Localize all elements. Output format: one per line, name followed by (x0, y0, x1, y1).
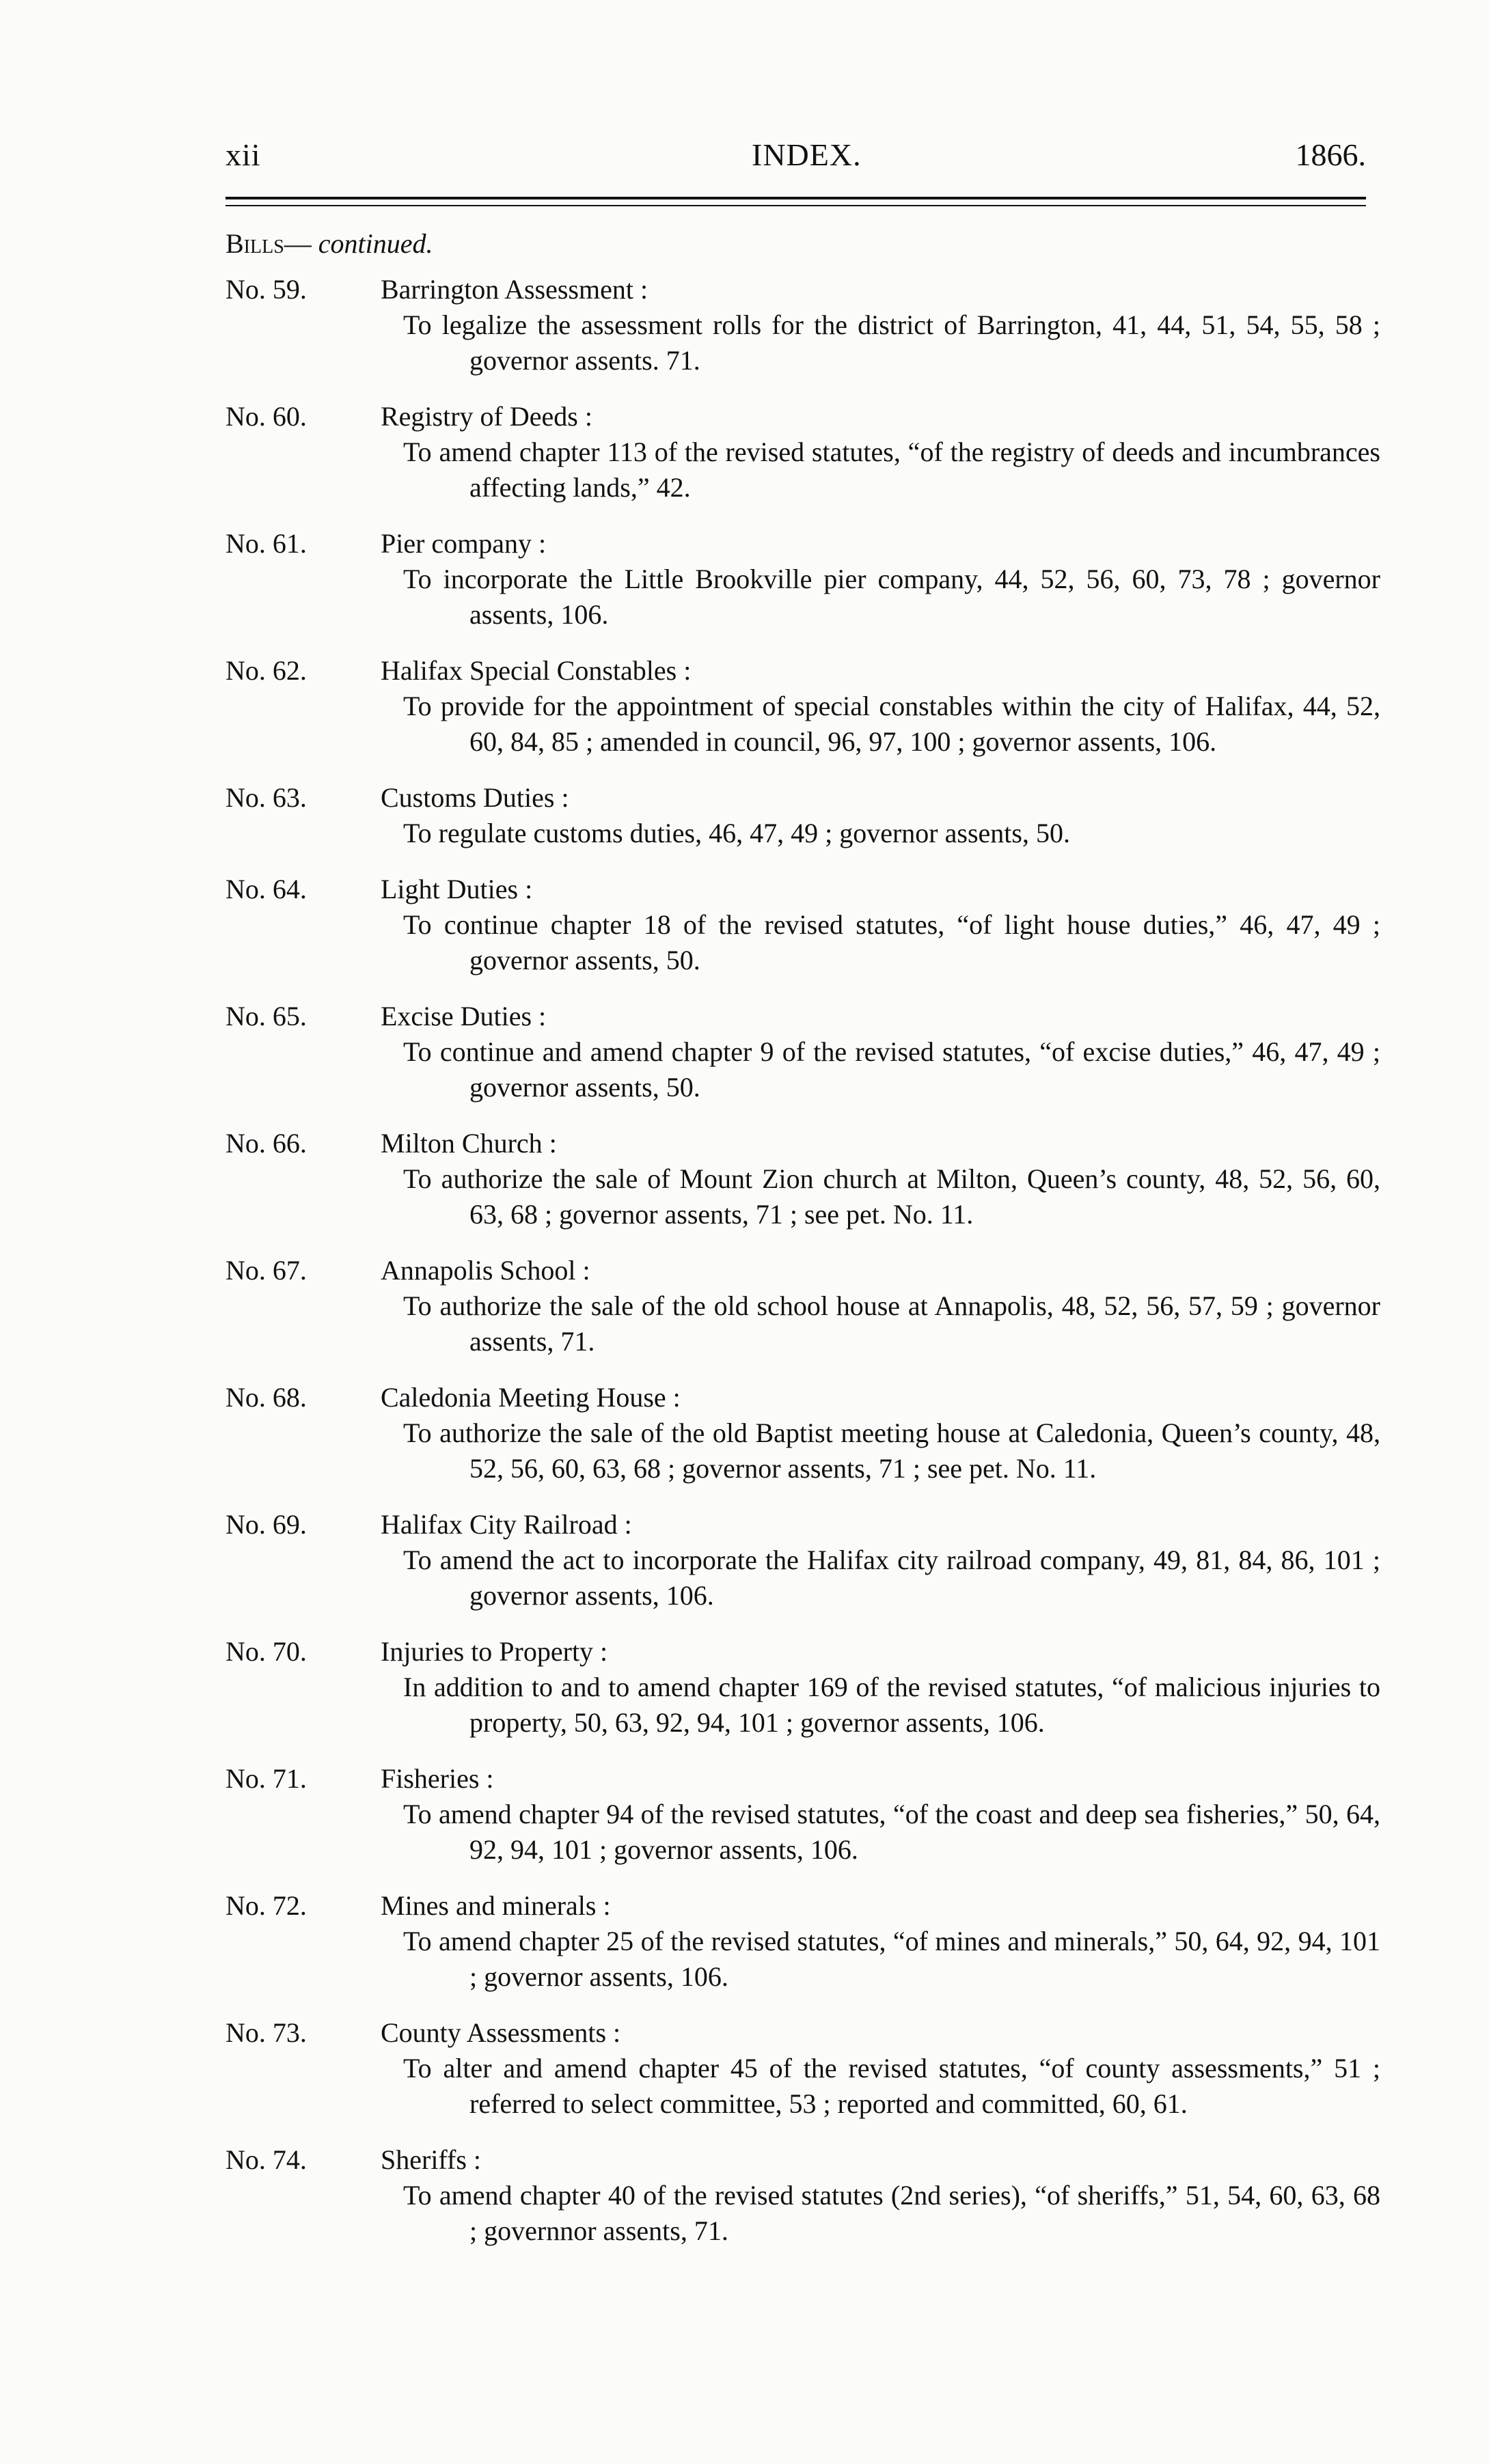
bill-description: To amend chapter 94 of the revised statutes, “of the coast and deep sea fisheries,” 50, 64, 92, 94, 101 ; governor assents, 106. (403, 1799, 1380, 1865)
bill-title: Halifax City Railroad : (381, 1509, 632, 1540)
bill-number: No. 72. (226, 1890, 307, 1921)
bill-number: No. 73. (226, 2017, 307, 2048)
bill-entry (226, 872, 1380, 978)
bill-description: To amend chapter 113 of the revised statutes, “of the registry of deeds and incumbrances affecting lands,” 42. (403, 437, 1380, 503)
bill-description: To authorize the sale of the old Baptist meeting house at Caledonia, Queen’s county, 48, 52, 56, 60, 63, 68 ; governor assents, 71 ; see pet. No. 11. (403, 1417, 1380, 1484)
bill-entry (226, 653, 1380, 760)
bill-title: Sheriffs : (381, 2144, 482, 2175)
bill-description: To incorporate the Little Brookville pier company, 44, 52, 56, 60, 73, 78 ; governor assents, 106. (403, 564, 1380, 630)
bill-description: To legalize the assessment rolls for the district of Barrington, 41, 44, 51, 54, 55, 58 ; governor assents. 71. (403, 309, 1380, 376)
bill-title: County Assessments : (381, 2017, 621, 2048)
bill-entry (226, 2142, 1380, 2249)
bill-entry (226, 780, 1380, 851)
bill-entry (226, 526, 1380, 633)
bill-number: No. 70. (226, 1636, 307, 1667)
bill-title: Annapolis School : (381, 1255, 590, 1286)
bill-title: Caledonia Meeting House : (381, 1382, 681, 1413)
page-number: xii (226, 137, 261, 172)
bill-number: No. 68. (226, 1382, 307, 1413)
page-title: INDEX. (752, 137, 862, 172)
section-heading (226, 225, 433, 262)
bill-entry (226, 1253, 1380, 1359)
bill-description: To authorize the sale of the old school house at Annapolis, 48, 52, 56, 57, 59 ; governor assents, 71. (403, 1290, 1380, 1357)
bill-description: To continue chapter 18 of the revised statutes, “of light house duties,” 46, 47, 49 ; governor assents, 50. (403, 909, 1380, 975)
bill-title: Excise Duties : (381, 1001, 547, 1032)
bill-number: No. 65. (226, 1001, 307, 1032)
header-rule (226, 197, 1366, 206)
bill-entry (226, 1380, 1380, 1486)
bill-description: To provide for the appointment of special constables within the city of Halifax, 44, 52, 60, 84, 85 ; amended in council, 96, 97, 100 ; governor assents, 106. (403, 691, 1380, 757)
bill-number: No. 63. (226, 782, 307, 813)
bill-entry (226, 1888, 1380, 1995)
section-dash: — (284, 228, 312, 259)
bill-title: Mines and minerals : (381, 1890, 611, 1921)
bill-number: No. 66. (226, 1128, 307, 1159)
bill-description: To amend the act to incorporate the Halifax city railroad company, 49, 81, 84, 86, 101 ; governor assents, 106. (403, 1545, 1380, 1611)
bill-title: Customs Duties : (381, 782, 569, 813)
bill-number: No. 62. (226, 655, 307, 686)
bill-entry (226, 1507, 1380, 1614)
bill-title: Fisheries : (381, 1763, 494, 1794)
bill-number: No. 64. (226, 874, 307, 904)
bill-title: Barrington Assessment : (381, 274, 648, 305)
bill-description: To alter and amend chapter 45 of the revised statutes, “of county assessments,” 51 ; referred to select committee, 53 ; reported and committed, 60, 61. (403, 2053, 1380, 2119)
section-continued: continued. (318, 228, 433, 259)
bill-title: Registry of Deeds : (381, 401, 592, 432)
bill-number: No. 61. (226, 528, 307, 559)
bill-description: To continue and amend chapter 9 of the revised statutes, “of excise duties,” 46, 47, 49 ; governor assents, 50. (403, 1036, 1380, 1103)
bill-entry (226, 1634, 1380, 1741)
bill-number: No. 67. (226, 1255, 307, 1286)
bill-entries-list (226, 272, 1380, 2269)
bill-description: To amend chapter 25 of the revised statutes, “of mines and minerals,” 50, 64, 92, 94, 101 ; governor assents, 106. (403, 1926, 1380, 1992)
bill-number: No. 69. (226, 1509, 307, 1540)
bill-description: To authorize the sale of Mount Zion church at Milton, Queen’s county, 48, 52, 56, 60, 63, 68 ; governor assents, 71 ; see pet. No. 11. (403, 1163, 1380, 1230)
bill-description: In addition to and to amend chapter 169 of the revised statutes, “of malicious injuries to property, 50, 63, 92, 94, 101 ; governor assents, 106. (403, 1672, 1380, 1738)
bill-description: To regulate customs duties, 46, 47, 49 ; governor assents, 50. (403, 818, 1070, 848)
bill-title: Halifax Special Constables : (381, 655, 692, 686)
bill-entry (226, 999, 1380, 1105)
bill-number: No. 60. (226, 401, 307, 432)
bill-title: Milton Church : (381, 1128, 557, 1159)
bill-number: No. 71. (226, 1763, 307, 1794)
bill-entry (226, 272, 1380, 378)
bill-title: Light Duties : (381, 874, 533, 904)
bill-title: Injuries to Property : (381, 1636, 608, 1667)
bill-entry (226, 2015, 1380, 2122)
bill-title: Pier company : (381, 528, 547, 559)
bill-description: To amend chapter 40 of the revised statutes (2nd series), “of sheriffs,” 51, 54, 60, 63, 68 ; governnor assents, 71. (403, 2180, 1380, 2246)
bill-entry (226, 1761, 1380, 1868)
section-label: Bills (226, 228, 284, 259)
header-year: 1866. (1295, 137, 1366, 172)
bill-number: No. 74. (226, 2144, 307, 2175)
bill-entry (226, 399, 1380, 506)
bill-entry (226, 1126, 1380, 1232)
running-header (226, 137, 1366, 184)
bill-number: No. 59. (226, 274, 307, 305)
